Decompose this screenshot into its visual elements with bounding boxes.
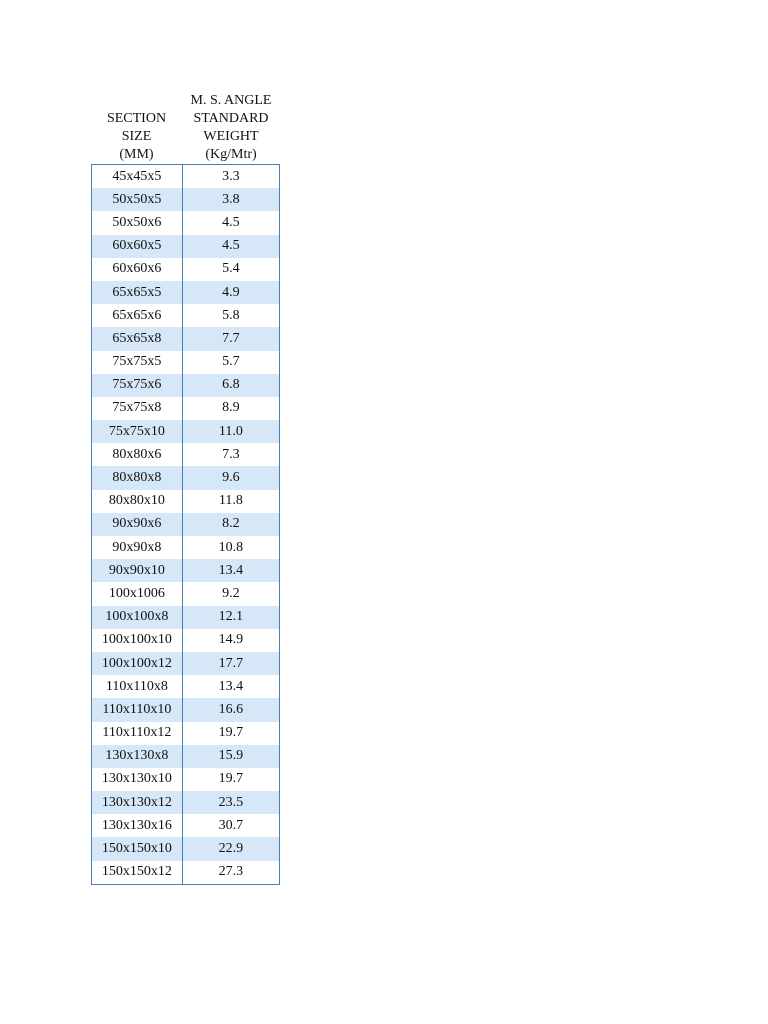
- weight-cell: 4.5: [182, 235, 279, 258]
- table-body: [92, 165, 280, 885]
- table-row: [92, 211, 280, 234]
- table-row: [92, 675, 280, 698]
- table-row: [92, 397, 280, 420]
- header-standard-weight: [182, 92, 280, 164]
- section-size-cell: 130x130x16: [92, 814, 183, 837]
- weight-cell: 22.9: [182, 837, 279, 860]
- table-row: [92, 861, 280, 885]
- table-row: [92, 466, 280, 489]
- table-row: [92, 559, 280, 582]
- section-size-cell: 150x150x12: [92, 861, 183, 885]
- header-line: (MM): [119, 147, 154, 162]
- section-size-cell: 75x75x8: [92, 397, 183, 420]
- section-size-cell: 100x100x10: [92, 629, 183, 652]
- section-size-cell: 80x80x10: [92, 490, 183, 513]
- section-size-cell: 65x65x8: [92, 327, 183, 350]
- table-row: [92, 629, 280, 652]
- section-size-cell: 100x100x12: [92, 652, 183, 675]
- weight-cell: 4.9: [182, 281, 279, 304]
- section-size-cell: 60x60x6: [92, 258, 183, 281]
- weight-cell: 13.4: [182, 559, 279, 582]
- header-line: STANDARD: [193, 111, 269, 126]
- weight-cell: 12.1: [182, 606, 279, 629]
- weight-cell: 30.7: [218, 817, 244, 833]
- section-size-cell: 90x90x10: [92, 559, 183, 582]
- section-size-cell: 75x75x10: [92, 420, 183, 443]
- weight-cell: 4.5: [222, 214, 240, 230]
- table-row: [92, 281, 280, 304]
- section-size-cell: 130x130x8: [92, 745, 183, 768]
- table-row: [92, 258, 280, 281]
- table-row: [92, 745, 280, 768]
- section-size-cell: 100x100x8: [92, 606, 183, 629]
- weight-cell: 27.3: [218, 864, 244, 880]
- weight-cell: 8.9: [222, 400, 240, 416]
- weight-cell: 17.7: [182, 652, 279, 675]
- section-size-cell: 90x90x6: [92, 513, 183, 536]
- weight-cell: 7.7: [182, 327, 279, 350]
- table-row: [92, 791, 280, 814]
- weight-cell: 7.3: [222, 446, 240, 462]
- table-row: [92, 814, 280, 837]
- table-row: [92, 698, 280, 721]
- weight-cell: 9.6: [182, 466, 279, 489]
- weight-cell: 11.8: [218, 493, 243, 509]
- section-size-cell: 150x150x10: [92, 837, 183, 860]
- section-size-cell: 110x110x10: [92, 698, 183, 721]
- weight-cell: 6.8: [182, 374, 279, 397]
- section-size-cell: 110x110x8: [92, 675, 183, 698]
- section-size-cell: 65x65x5: [92, 281, 183, 304]
- table-header: [91, 92, 280, 164]
- table-row: [92, 722, 280, 745]
- weight-cell: 10.8: [218, 539, 244, 555]
- weight-cell: 19.7: [218, 725, 244, 741]
- table-row: [92, 420, 280, 443]
- weight-cell: 14.9: [218, 632, 244, 648]
- table-row: [92, 513, 280, 536]
- weight-cell: 3.3: [222, 168, 240, 184]
- header-line: SIZE: [121, 129, 152, 144]
- angle-weight-table: [91, 164, 280, 885]
- weight-cell: 19.7: [218, 771, 244, 787]
- table-row: [92, 582, 280, 605]
- header-line: SECTION: [106, 111, 167, 126]
- weight-cell: 9.2: [222, 585, 240, 601]
- weight-cell: 23.5: [182, 791, 279, 814]
- section-size-cell: 75x75x5: [92, 351, 183, 374]
- table-row: [92, 837, 280, 860]
- table-row: [92, 165, 280, 189]
- table-row: [92, 606, 280, 629]
- section-size-cell: 90x90x8: [92, 536, 183, 559]
- section-size-cell: 50x50x5: [92, 188, 183, 211]
- header-section-size: [91, 92, 182, 164]
- section-size-cell: 130x130x10: [92, 768, 183, 791]
- table-row: [92, 652, 280, 675]
- table-row: [92, 536, 280, 559]
- header-line: WEIGHT: [203, 129, 259, 144]
- section-size-cell: 100x1006: [92, 582, 183, 605]
- section-size-cell: 110x110x12: [92, 722, 183, 745]
- weight-cell: 3.8: [182, 188, 279, 211]
- weight-cell: 13.4: [218, 678, 244, 694]
- table-row: [92, 351, 280, 374]
- header-line: (Kg/Mtr): [205, 147, 257, 162]
- angle-weight-sheet: [91, 92, 280, 885]
- weight-cell: 5.4: [222, 261, 240, 277]
- table-row: [92, 327, 280, 350]
- weight-cell: 11.0: [182, 420, 279, 443]
- table-row: [92, 235, 280, 258]
- header-line: M. S. ANGLE: [190, 93, 272, 108]
- section-size-cell: 50x50x6: [92, 211, 183, 234]
- table-row: [92, 304, 280, 327]
- section-size-cell: 60x60x5: [92, 235, 183, 258]
- weight-cell: 15.9: [182, 745, 279, 768]
- section-size-cell: 80x80x6: [92, 443, 183, 466]
- table-row: [92, 490, 280, 513]
- weight-cell: 5.7: [222, 354, 240, 370]
- weight-cell: 16.6: [182, 698, 279, 721]
- table-row: [92, 768, 280, 791]
- weight-cell: 5.8: [222, 307, 240, 323]
- table-row: [92, 443, 280, 466]
- weight-cell: 8.2: [182, 513, 279, 536]
- section-size-cell: 75x75x6: [92, 374, 183, 397]
- section-size-cell: 45x45x5: [92, 165, 183, 189]
- section-size-cell: 130x130x12: [92, 791, 183, 814]
- section-size-cell: 65x65x6: [92, 304, 183, 327]
- section-size-cell: 80x80x8: [92, 466, 183, 489]
- table-row: [92, 374, 280, 397]
- table-row: [92, 188, 280, 211]
